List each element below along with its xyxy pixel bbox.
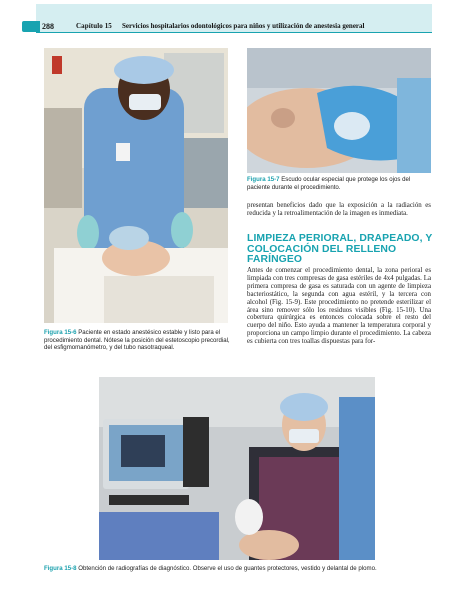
- figure-label: Figura 15-7: [247, 176, 280, 183]
- figure-caption-text: Obtención de radiografías de diagnóstico. Observe el uso de guantes protectores, vestido y delantal de plomo.: [78, 565, 377, 572]
- body-continuation: presentan beneficios dado que la exposición a la radiación es reducida y la retroalimentación de la imagen es inmediata.: [247, 202, 431, 217]
- figure-15-7-caption: [247, 176, 433, 191]
- page-number: 288: [42, 22, 54, 31]
- figure-caption-text: Escudo ocular especial que protege los ojos del paciente durante el procedimiento.: [247, 176, 411, 191]
- body-paragraph: Antes de comenzar el procedimiento dental, la zona perioral es limpiada con tres compresas de gasa estériles de 4x4 pulgadas. La primera compresa de gasa es saturada con un agente de limpieza bacteriostático, la segunda con agua estéril, y la tercera con alcohol (Fig. 15-9). Este procedimiento no pretende esterilizar el área sino remover sólo los residuos visibles (Fig. 15-10). Una cobertura quirúrgica es entonces colocada sobre el resto del cuerpo del niño. Esto ayuda a mantener la temperatura corporal y proporciona un campo limpio durante el procedimiento. La cabeza es cubierta con tres toallas dispuestas para for-: [247, 267, 431, 346]
- figure-label: Figura 15-8: [44, 565, 77, 572]
- figure-15-8-photo: [99, 377, 375, 560]
- page-number-tab: [22, 21, 40, 32]
- figure-caption-text: Paciente en estado anestésico estable y listo para el procedimiento dental. Nótese la posición del estetoscopio precordial, del esfigmomanómetro, y del tubo nasotraqueal.: [44, 329, 230, 352]
- running-title: Servicios hospitalarios odontológicos para niños y utilización de anestesia general: [122, 22, 365, 30]
- figure-15-6-photo: [44, 48, 228, 323]
- figure-15-6-caption: [44, 329, 234, 352]
- chapter-label: Capítulo 15: [76, 22, 112, 30]
- section-heading: LIMPIEZA PERIORAL, DRAPEADO, Y COLOCACIÓN DEL RELLENO FARÍNGEO: [247, 233, 433, 266]
- figure-15-8-caption: [44, 565, 434, 573]
- header-rule: [36, 32, 432, 33]
- figure-15-7-photo: [247, 48, 431, 173]
- figure-label: Figura 15-6: [44, 329, 77, 336]
